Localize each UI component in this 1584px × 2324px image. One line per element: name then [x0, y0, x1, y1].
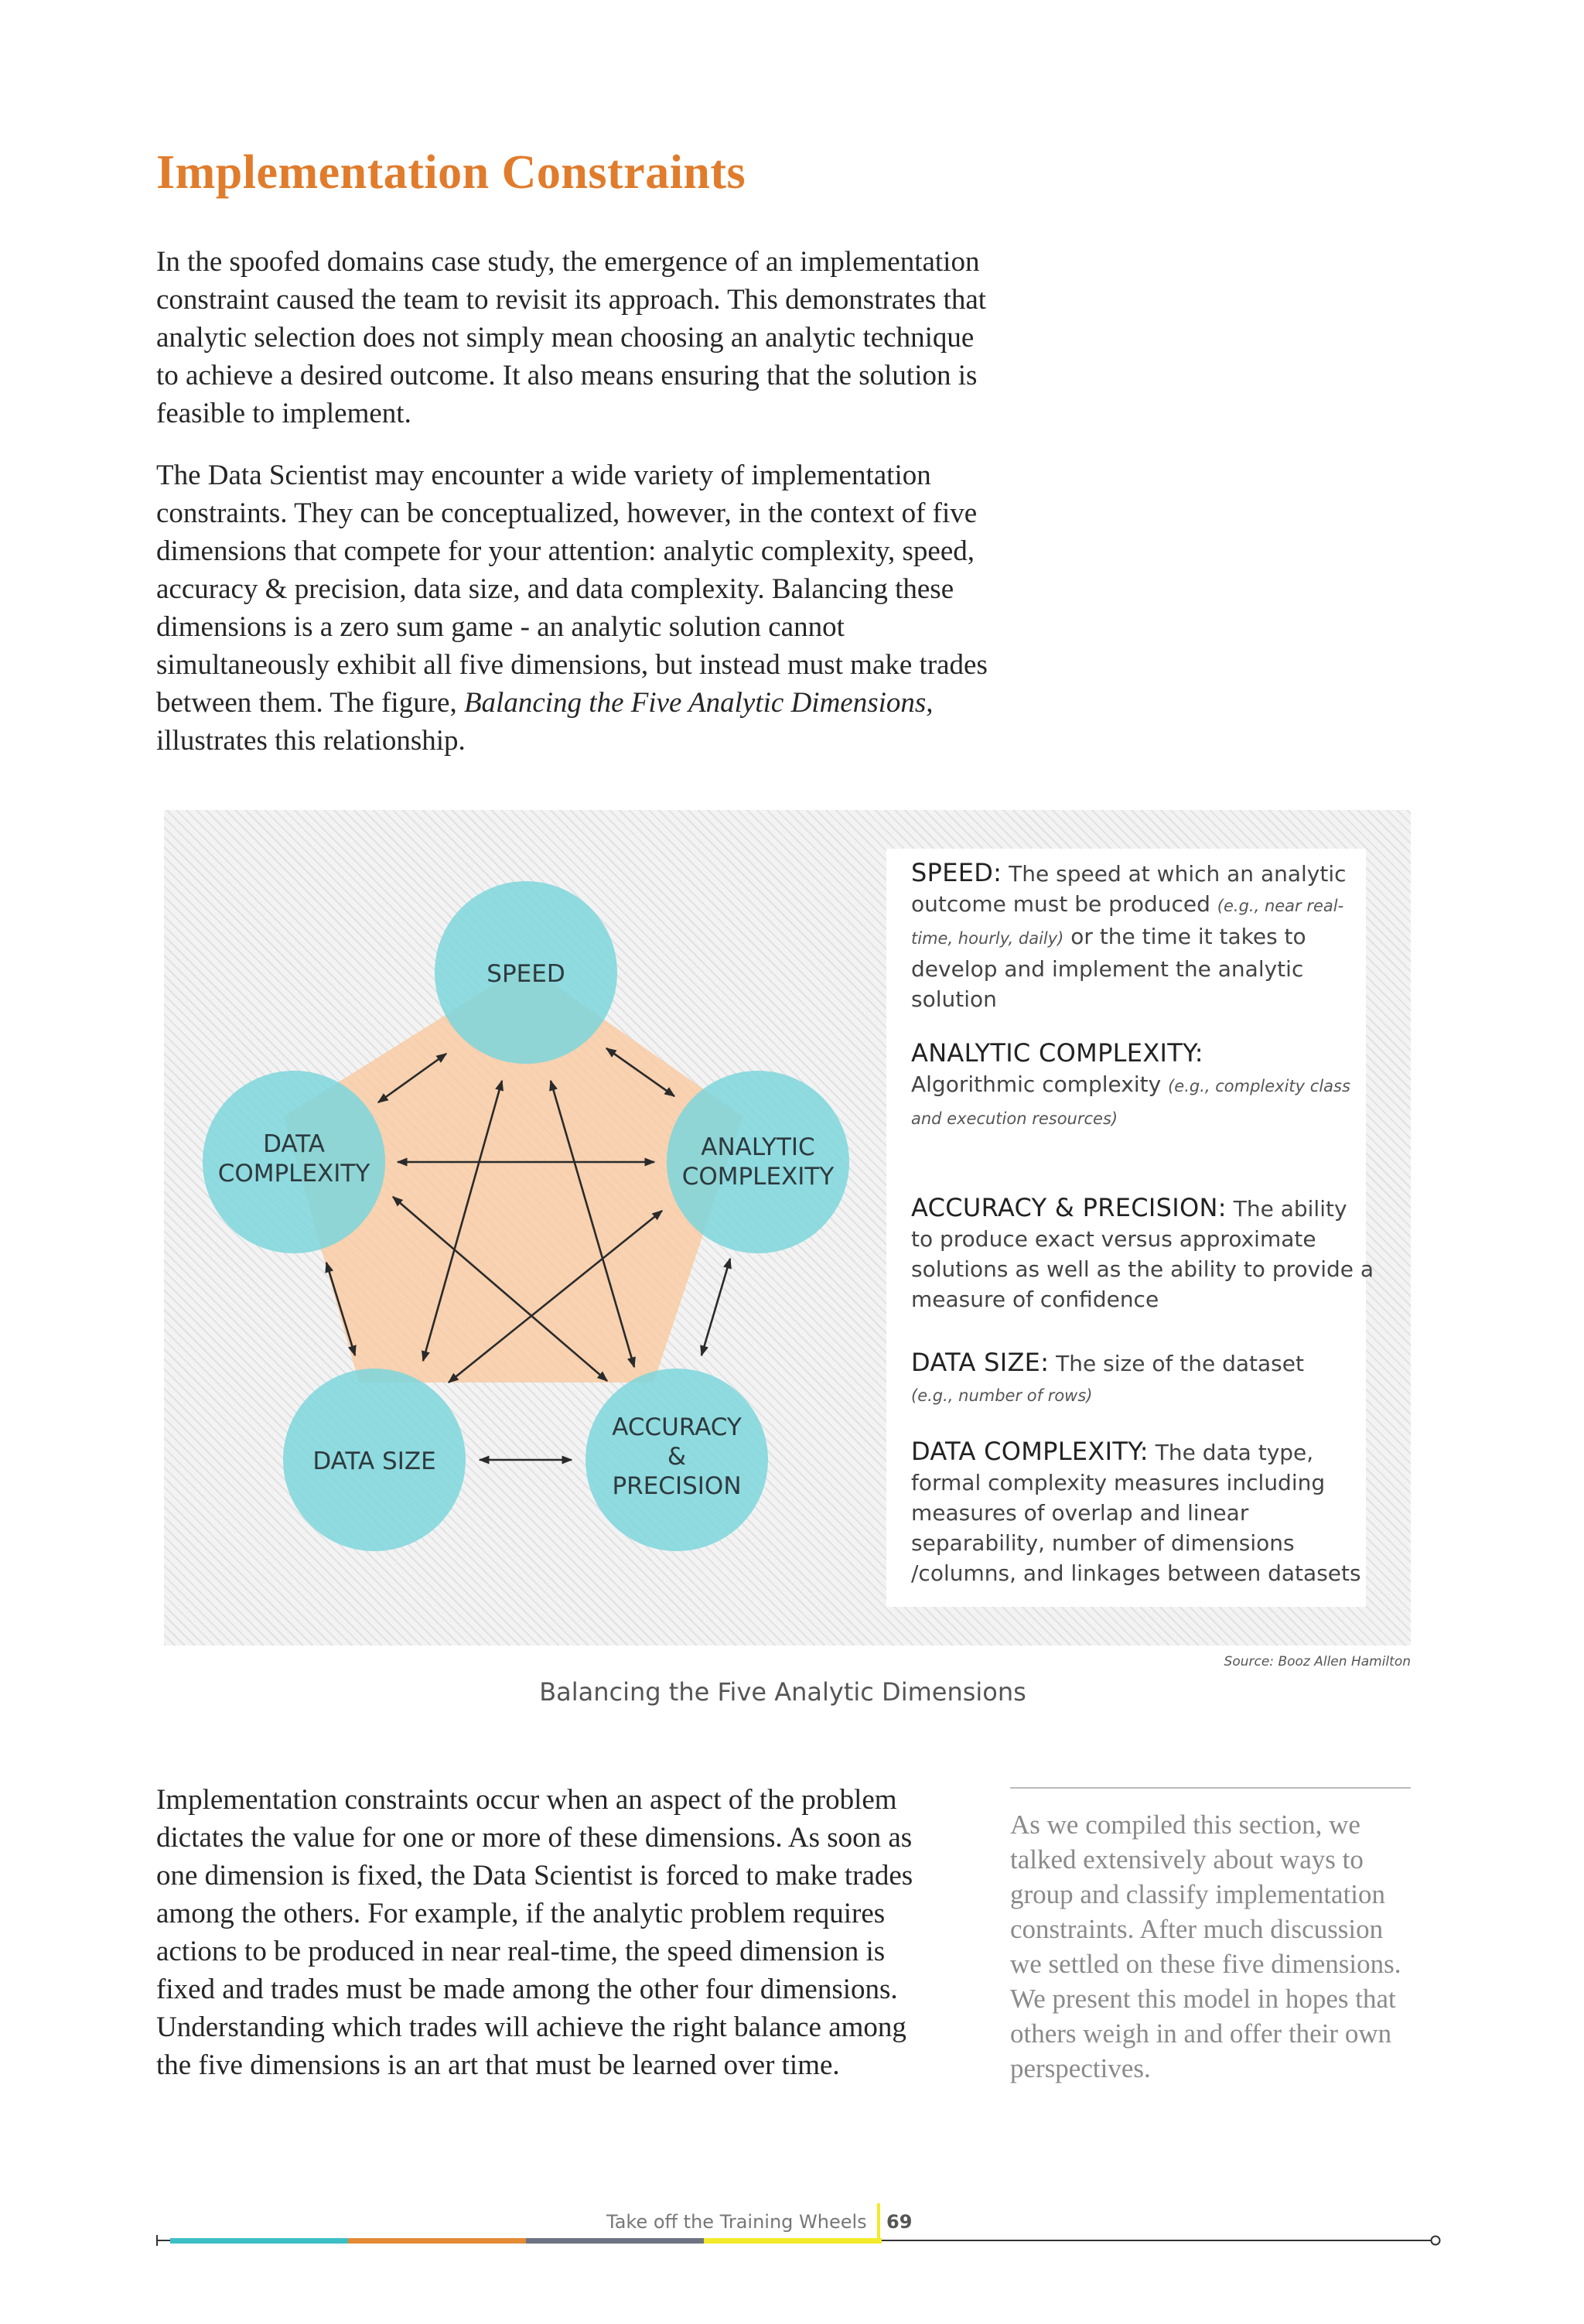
speed-example: (e.g., near real-time, hourly, daily) [911, 897, 1344, 948]
footer-segment-gray [526, 2238, 704, 2244]
arrow-analytic-accuracy [702, 1259, 730, 1355]
accuracy-label-line1: ACCURACY [612, 1413, 742, 1441]
dimensions-paragraph-end: illustrates this relationship. [156, 725, 466, 757]
footer-segment-orange [348, 2238, 526, 2244]
speed-term: SPEED: [911, 858, 1002, 887]
footer-color-bar [156, 2233, 1448, 2248]
dimension-definitions [886, 849, 1374, 1607]
data-size-text: The size of the dataset [1049, 1351, 1304, 1376]
analytic-complexity-definition [911, 1038, 1375, 1134]
speed-label: SPEED [486, 960, 565, 988]
analytic-label-line1: ANALYTIC [701, 1133, 815, 1161]
figure-source: Source: Booz Allen Hamilton [1224, 1654, 1411, 1670]
page-number: 69 [886, 2211, 913, 2233]
data-size-label: DATA SIZE [312, 1447, 436, 1475]
intro-paragraph: In the spoofed domains case study, the emergence of an implementation constraint caused the team to revisit its approach. This demonstrates that analytic selection does not simply mean choosing an analytic technique to achieve a desired outcome. It also means ensuring that the solution is feasible to implement. [156, 246, 987, 429]
data-complexity-text: The data type, formal complexity measures including measures of overlap and linear separability, number of dimensions /columns, and linkages between datasets [911, 1440, 1361, 1586]
footer-end-dot [1432, 2237, 1440, 2245]
footer-segment-yellow [704, 2238, 882, 2244]
figure-caption: Balancing the Five Analytic Dimensions [539, 1677, 1026, 1707]
sidenote [1010, 1787, 1411, 2086]
accuracy-label-line2: & [667, 1443, 687, 1471]
dimensions-paragraph [156, 456, 988, 760]
accuracy-label-line3: PRECISION [612, 1472, 742, 1500]
analytic-complexity-circle [667, 1071, 849, 1253]
analytic-complexity-example: (e.g., complexity class and execution resources) [911, 1077, 1350, 1128]
sidenote-text: As we compiled this section, we talked extensively about ways to group and classify implementation constraints. After much discussion we settled on these five dimensions. We present this model in hopes that others weigh in and offer their own perspectives. [1010, 1810, 1401, 2083]
page-title: Implementation Constraints [156, 146, 746, 199]
footer-segment-teal [170, 2238, 348, 2244]
data-complexity-term: DATA COMPLEXITY: [911, 1437, 1149, 1466]
accuracy-text: The ability to produce exact versus approximate solutions as well as the ability to provide a measure of confidence [911, 1196, 1374, 1312]
data-size-definition [911, 1348, 1375, 1411]
speed-text: The speed at which an analytic outcome must be produced [911, 861, 1347, 917]
data-size-example: (e.g., number of rows) [911, 1386, 1093, 1405]
constraints-paragraph: Implementation constraints occur when an aspect of the problem dictates the value for one or more of these dimensions. As soon as one dimension is fixed, the Data Scientist is forced to make trades among the others. For example, if the analytic problem requires actions to be produced in near real-time, the speed dimension is fixed and trades must be made among the other four dimensions. Understanding which trades will achieve the right balance among the five dimensions is an art that must be learned over time. [156, 1784, 913, 2081]
accuracy-definition [911, 1193, 1375, 1314]
speed-text-end: or the time it takes to develop and implement the analytic solution [911, 924, 1306, 1012]
complexity-label-line1: DATA [263, 1130, 325, 1158]
analytic-complexity-term: ANALYTIC COMPLEXITY: [911, 1038, 1203, 1068]
speed-definition [911, 858, 1375, 1014]
analytic-complexity-text: Algorithmic complexity [911, 1071, 1169, 1097]
figure-reference: Balancing the Five Analytic Dimensions, [463, 687, 934, 719]
accuracy-term: ACCURACY & PRECISION: [911, 1193, 1227, 1222]
footer-section-title: Take off the Training Wheels [606, 2211, 867, 2233]
balance-diagram [164, 810, 876, 1646]
complexity-label-line2: COMPLEXITY [217, 1160, 370, 1188]
analytic-label-line2: COMPLEXITY [681, 1163, 835, 1191]
dimensions-paragraph-text: The Data Scientist may encounter a wide variety of implementation constraints. They can be conceptualized, however, in the context of five dimensions that compete for your attention: analytic complexity, speed, accuracy & precision, data size, and data complexity. Balancing these dimensions is a zero sum game - an analytic solution cannot simultaneously exhibit all five dimensions, but instead must make trades between them. The figure, [156, 460, 988, 719]
five-dimensions-figure [164, 810, 1411, 1646]
data-complexity-definition [911, 1437, 1375, 1588]
data-size-term: DATA SIZE: [911, 1348, 1050, 1377]
